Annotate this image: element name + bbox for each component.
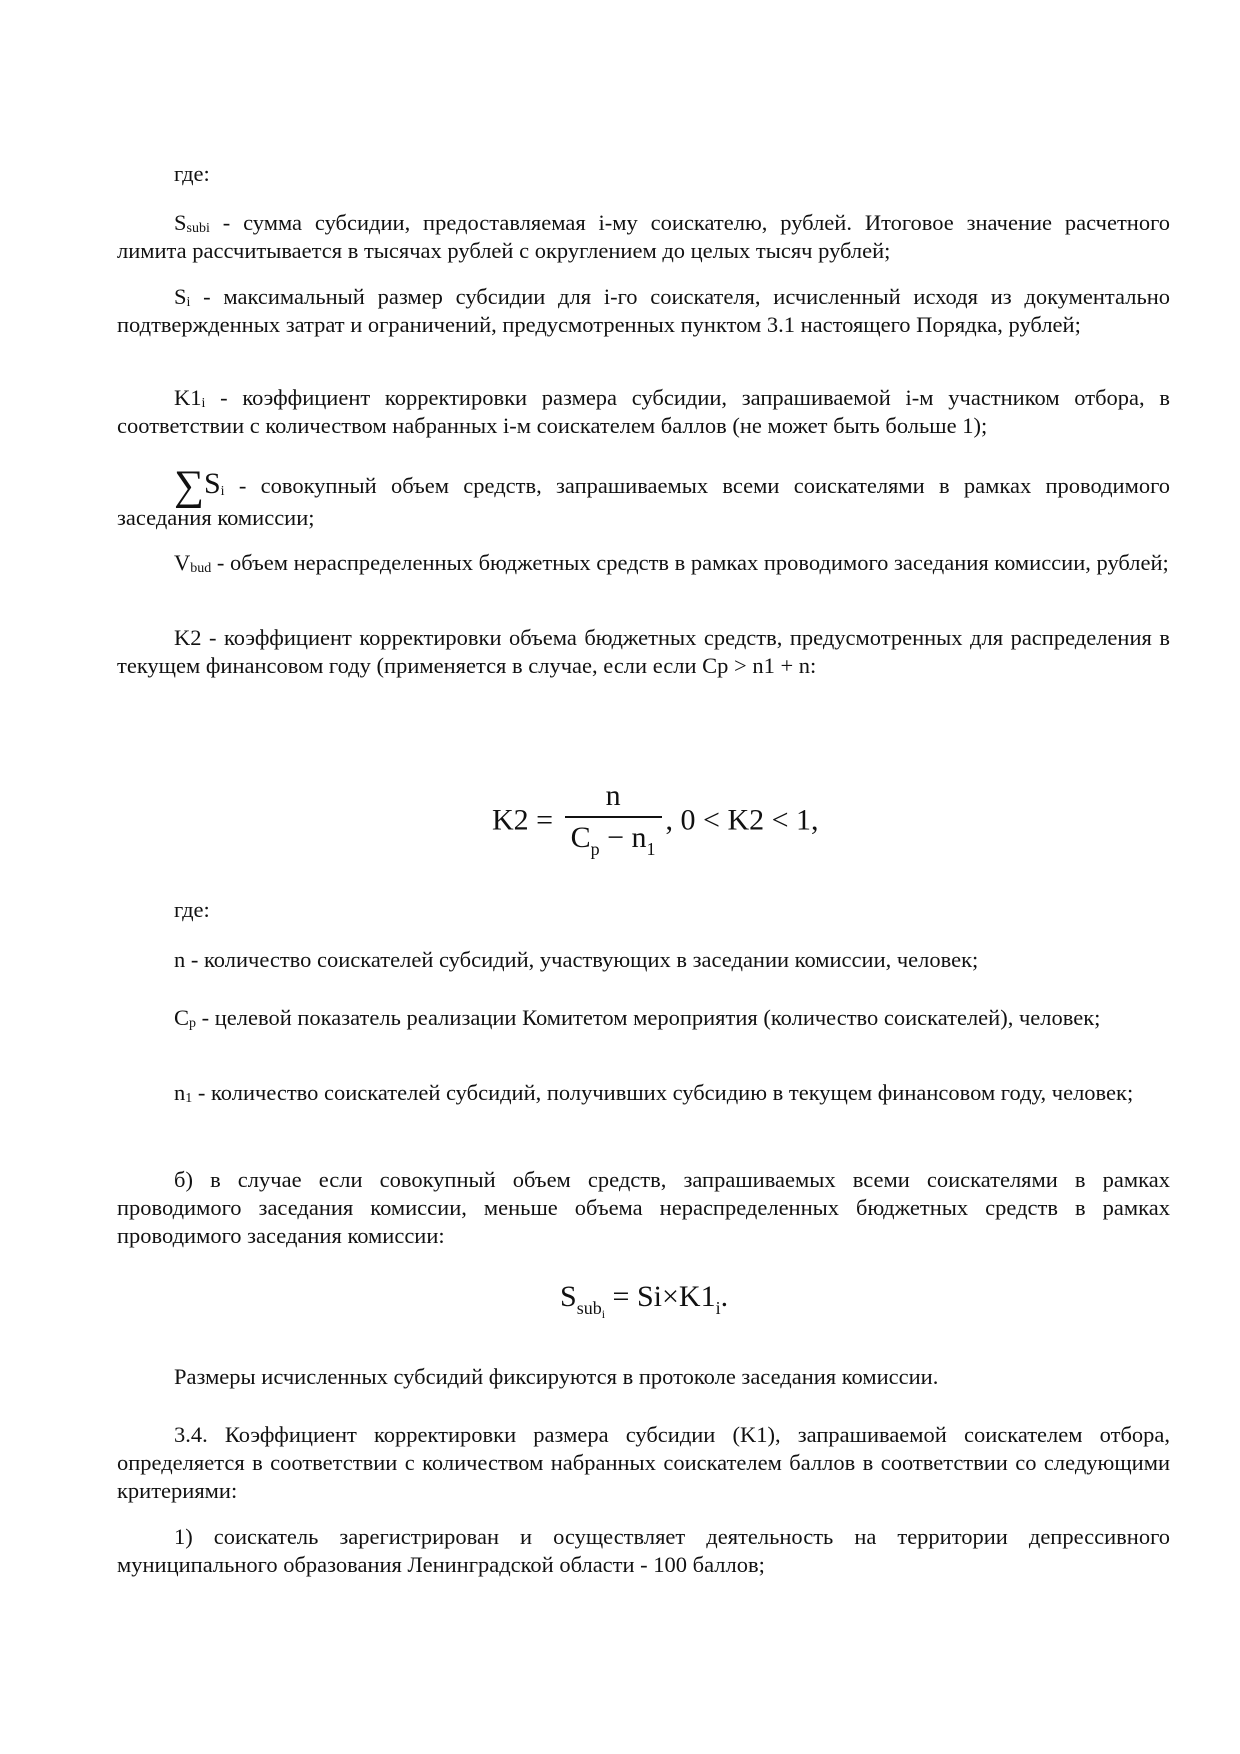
symbol: V <box>174 550 191 575</box>
symbol-sub: i <box>186 295 191 310</box>
symbol-sub: subi <box>186 221 210 236</box>
definition-text: - совокупный объем средств, запрашиваемых всеми соискателями в рамках проводимого заседания комиссии; <box>117 473 1170 530</box>
case-b-paragraph: б) в случае если совокупный объем средств, запрашиваемых всеми соискателями в рамках проводимого заседания комиссии, меньше объема нераспределенных бюджетных средств в рамках проводимого заседания комиссии: <box>117 1167 1170 1248</box>
formula-k2 <box>492 776 819 869</box>
definition-text: - сумма субсидии, предоставляемая i-му соискателю, рублей. Итоговое значение расчетного лимита рассчитывается в тысячах рублей с округлением до целых тысяч рублей; <box>117 210 1170 263</box>
denominator-n-sub: 1 <box>646 839 656 859</box>
definition-cp <box>117 1004 1170 1032</box>
sigma-icon: ∑ <box>174 463 204 509</box>
formula-rhs: = Si×K1 <box>605 1280 716 1313</box>
definition-text: - объем нераспределенных бюджетных средств в рамках проводимого заседания комиссии, рублей; <box>211 550 1169 575</box>
denominator <box>565 818 662 869</box>
definition-text: - максимальный размер субсидии для i-го соискателя, исчисленный исходя из документально подтвержденных затрат и ограничений, предусмотренных пунктом 3.1 настоящего Порядка, рублей; <box>117 284 1170 337</box>
formula-lhs-sub-sub: i <box>601 1307 606 1321</box>
formula-lhs-sub: sub <box>576 1298 602 1318</box>
symbol-sub: 1 <box>185 1091 193 1106</box>
where-label-2: где: <box>174 897 210 922</box>
definition-k2 <box>117 624 1170 680</box>
symbol-sub: bud <box>190 561 212 576</box>
definition-n1 <box>117 1079 1170 1107</box>
symbol: C <box>174 1005 190 1030</box>
formula-lhs: K2 = <box>492 803 554 837</box>
definition-text: - целевой показатель реализации Комитетом мероприятия (количество соискателей), человек; <box>196 1005 1101 1030</box>
denominator-c-sub: p <box>590 839 600 859</box>
symbol-sub: i <box>201 396 206 411</box>
definition-text: - количество соискателей субсидий, получивших субсидию в текущем финансовом году, человек; <box>192 1080 1134 1105</box>
formula-rhs: , 0 < K2 < 1, <box>665 803 819 837</box>
symbol: K1 <box>174 385 202 410</box>
numerator: n <box>565 776 662 818</box>
symbol: S <box>174 284 187 309</box>
definition-vbud <box>117 549 1170 577</box>
symbol-sub: i <box>220 484 225 499</box>
fixed-note: Размеры исчисленных субсидий фиксируются в протоколе заседания комиссии. <box>174 1364 939 1389</box>
formula-rhs-sub: i <box>715 1298 721 1318</box>
symbol: S <box>203 467 221 500</box>
symbol: n <box>174 1080 186 1105</box>
symbol: S <box>174 210 187 235</box>
symbol: n <box>174 947 186 972</box>
where-label-1: где: <box>174 161 210 186</box>
denominator-c: C <box>570 821 591 854</box>
definition-k1i <box>117 384 1170 440</box>
fraction <box>565 776 662 869</box>
definition-text: - коэффициент корректировки размера субсидии, запрашиваемой i-м участником отбора, в соответствии с количеством набранных i-м соискателем баллов (не может быть больше 1); <box>117 385 1170 438</box>
formula-ssub <box>560 1280 728 1322</box>
denominator-n: − n <box>599 821 647 854</box>
formula-end: . <box>720 1280 729 1313</box>
criterion-1: 1) соискатель зарегистрирован и осуществляет деятельность на территории депрессивного муниципального образования Ленинградской области - 100 баллов; <box>117 1524 1170 1577</box>
definition-text: - количество соискателей субсидий, участвующих в заседании комиссии, человек; <box>185 947 979 972</box>
definition-ssubi <box>117 209 1170 265</box>
section-3-4: 3.4. Коэффициент корректировки размера субсидии (K1), запрашиваемой соискателем отбора, определяется в соответствии с количеством набранных соискателем баллов в соответствии со следующими критериями: <box>117 1422 1170 1503</box>
definition-si <box>117 283 1170 339</box>
symbol: K2 <box>174 625 202 650</box>
definition-n <box>117 946 1170 974</box>
definition-sum-si <box>117 463 1170 534</box>
symbol-sub: p <box>189 1016 197 1031</box>
definition-text: - коэффициент корректировки объема бюджетных средств, предусмотренных для распределения в текущем финансовом году (применяется в случае, если если Cp > n1 + n: <box>117 625 1170 678</box>
formula-lhs: S <box>560 1280 577 1313</box>
